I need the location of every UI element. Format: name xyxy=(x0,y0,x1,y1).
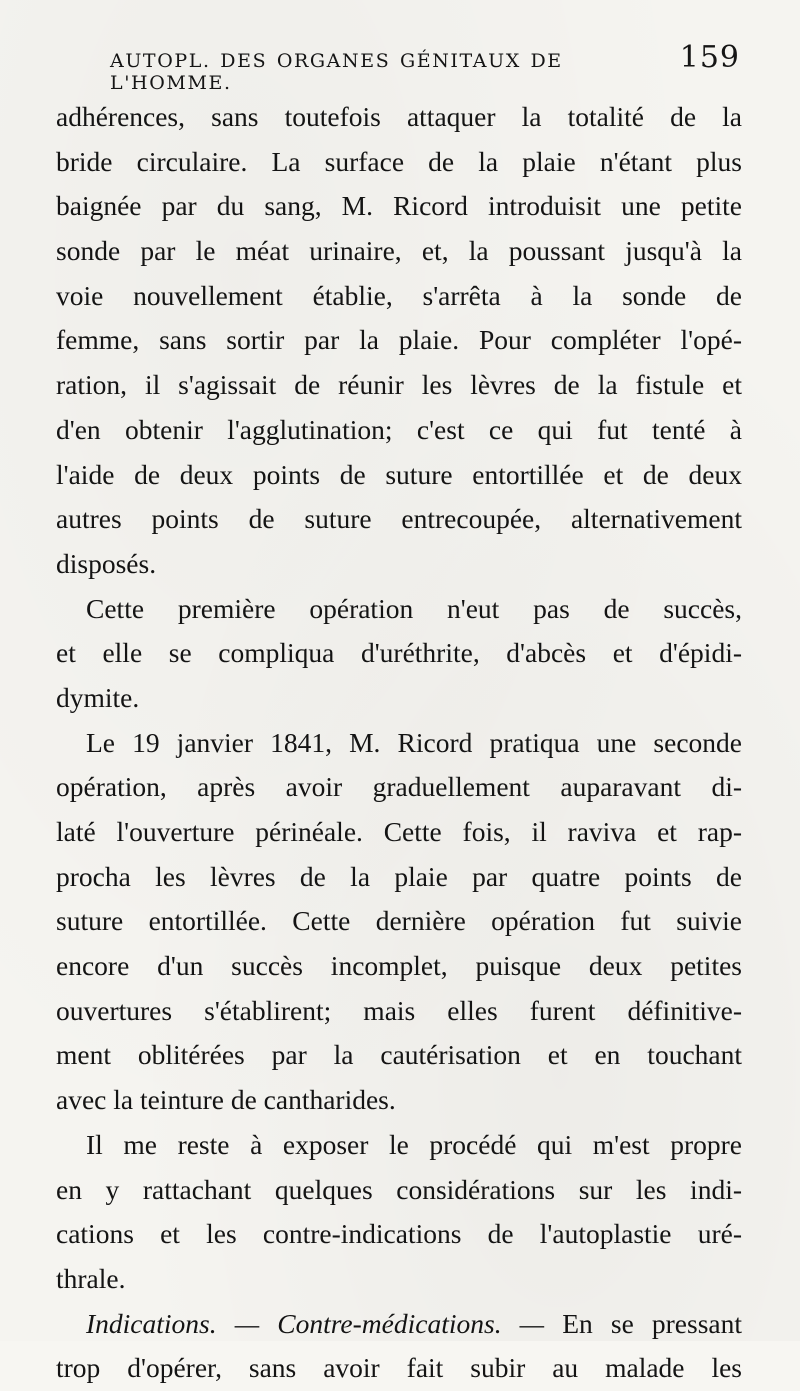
page-number: 159 xyxy=(679,40,740,75)
text-line: Il me reste à exposer le procédé qui m'est propre xyxy=(86,1128,742,1160)
text-line: laté l'ouverture périnéale. Cette fois, il raviva et rap- xyxy=(56,816,742,847)
text-line: suture entortillée. Cette dernière opération fut suivie xyxy=(56,905,742,937)
text-line: adhérences, sans toutefois attaquer la totalité de la xyxy=(56,101,742,132)
body-text xyxy=(56,95,742,1391)
text-line: autres points de suture entrecoupée, alternativement xyxy=(56,503,742,535)
text-line: trop d'opérer, sans avoir fait subir au malade les xyxy=(56,1352,742,1384)
text-line: Le 19 janvier 1841, M. Ricord pratiqua une seconde xyxy=(86,726,742,758)
text-line: en y rattachant quelques considérations sur les indi- xyxy=(56,1173,742,1205)
heading-continuation: En se pressant xyxy=(544,1307,742,1339)
text-line: sonde par le méat urinaire, et, la poussant jusqu'à la xyxy=(56,235,742,267)
text-line: bride circulaire. La surface de la plaie n'étant plus xyxy=(56,145,742,177)
text-line: thrale. xyxy=(56,1262,126,1294)
text-line: baignée par du sang, M. Ricord introduisit une petite xyxy=(56,190,742,222)
text-line: avec la teinture de cantharides. xyxy=(56,1084,396,1116)
running-title: AUTOPL. DES ORGANES GÉNITAUX DE L'HOMME. xyxy=(110,50,563,94)
text-line: opération, après avoir graduellement auparavant di- xyxy=(56,771,742,803)
text-line: dymite. xyxy=(56,681,140,713)
text-line: ment oblitérées par la cautérisation et en touchant xyxy=(56,1039,742,1071)
text-line: encore d'un succès incomplet, puisque deux petites xyxy=(56,950,742,982)
section-heading-line xyxy=(56,1302,742,1347)
text-line: ration, il s'agissait de réunir les lèvres de la fistule et xyxy=(56,369,742,401)
running-head xyxy=(110,40,740,94)
section-heading: Indications. — Contre-médications. — xyxy=(86,1307,545,1339)
text-line: femme, sans sortir par la plaie. Pour compléter l'opé- xyxy=(56,324,742,356)
text-line: l'aide de deux points de suture entortillée et de deux xyxy=(56,458,742,490)
text-line: disposés. xyxy=(56,547,157,579)
text-line: voie nouvellement établie, s'arrêta à la sonde de xyxy=(56,279,742,311)
text-line: Cette première opération n'eut pas de succès, xyxy=(86,592,742,624)
text-line: d'en obtenir l'agglutination; c'est ce qui fut tenté à xyxy=(56,413,742,445)
text-line: et elle se compliqua d'uréthrite, d'abcès et d'épidi- xyxy=(56,637,742,669)
text-line: cations et les contre-indications de l'autoplastie uré- xyxy=(56,1218,742,1250)
text-line: procha les lèvres de la plaie par quatre points de xyxy=(56,860,742,892)
text-line: ouvertures s'établirent; mais elles furent définitive- xyxy=(56,994,742,1026)
